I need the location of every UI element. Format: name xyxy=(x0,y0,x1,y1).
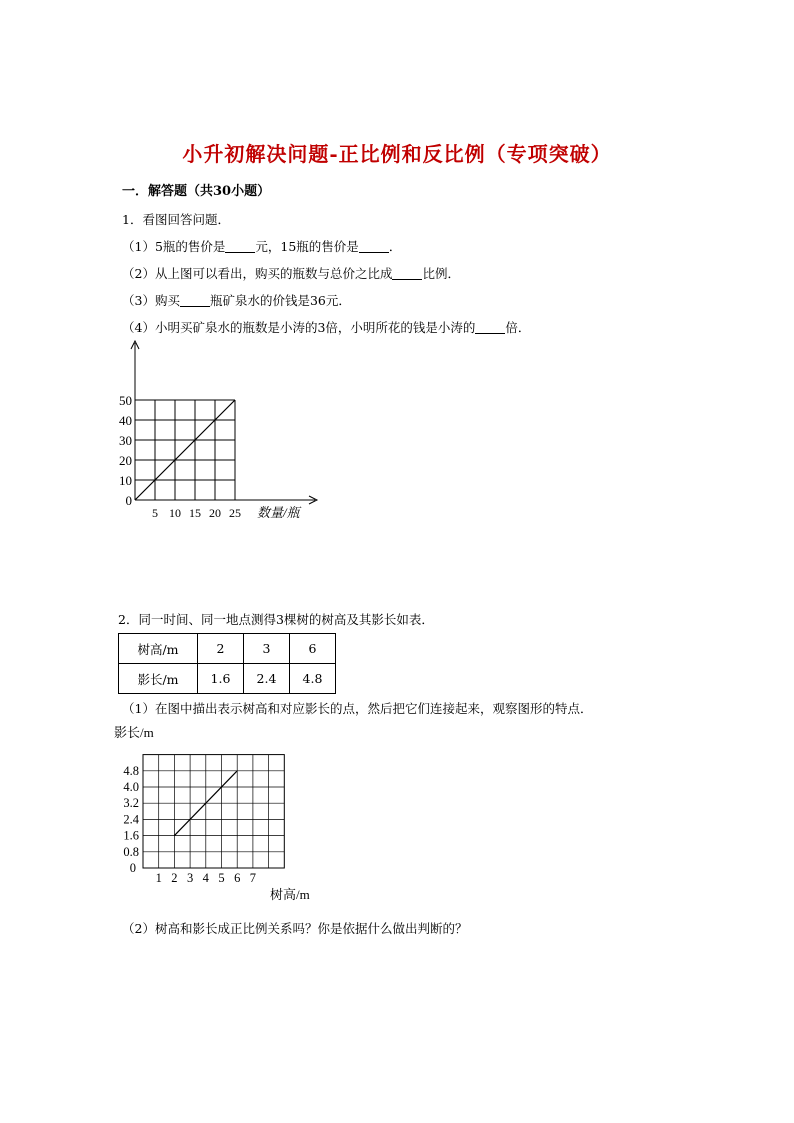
page-title: 小升初解决问题-正比例和反比例（专项突破） xyxy=(182,142,612,166)
q1-part3 xyxy=(122,291,351,309)
x-tick-label: 7 xyxy=(249,871,257,885)
x-tick-label: 15 xyxy=(189,506,201,520)
q1-part1-text-c: ． xyxy=(388,239,402,254)
answer-blank[interactable] xyxy=(392,267,422,280)
x-tick-label: 5 xyxy=(218,871,225,885)
x-tick-label: 6 xyxy=(234,871,241,885)
answer-blank[interactable] xyxy=(225,240,255,253)
table-cell: 1.6 xyxy=(198,664,244,694)
q1-part2 xyxy=(122,264,460,282)
q1-part2-text-b: 比例． xyxy=(422,266,460,281)
plot-frame xyxy=(143,755,284,868)
q2-part1: （1）在图中描出表示树高和对应影长的点，然后把它们连接起来，观察图形的特点． xyxy=(122,701,593,716)
section-heading: 一．解答题（共30小题） xyxy=(122,184,271,199)
q2-stem: 2．同一时间、同一地点测得3棵树的树高及其影长如表． xyxy=(118,612,434,627)
answer-blank[interactable] xyxy=(359,240,389,253)
y-axis-label: 影长/m xyxy=(114,725,154,740)
y-tick-label: 0.8 xyxy=(123,844,139,859)
x-tick-label: 4 xyxy=(202,871,209,885)
y-tick-label: 0 xyxy=(125,493,132,508)
table-row-header: 树高/m xyxy=(119,634,198,664)
x-axis-label: 树高/m xyxy=(270,887,310,902)
table-cell: 4.8 xyxy=(290,664,336,694)
table-row xyxy=(119,664,336,694)
q1-part3-text-b: 瓶矿泉水的价钱是36元． xyxy=(209,293,351,308)
table-cell: 2.4 xyxy=(244,664,290,694)
y-tick-label: 20 xyxy=(119,453,132,468)
q1-part1 xyxy=(122,237,401,255)
chart-bottles-price xyxy=(110,335,330,525)
q1-part4-text-b: 倍． xyxy=(505,320,531,335)
y-tick-label: 50 xyxy=(119,393,132,408)
q1-part1-text-a: （1）5瓶的售价是 xyxy=(122,239,226,254)
q1-stem: 1．看图回答问题． xyxy=(122,212,230,227)
answer-blank[interactable] xyxy=(475,321,505,334)
x-axis-label: 数量/瓶 xyxy=(257,505,300,520)
y-tick-label: 3.2 xyxy=(123,796,139,811)
y-tick-label: 4.0 xyxy=(123,780,139,794)
tree-shadow-table xyxy=(118,633,336,694)
y-tick-label: 4.8 xyxy=(123,763,139,778)
y-tick-label: 30 xyxy=(119,433,132,448)
x-tick-label: 20 xyxy=(209,506,221,520)
y-tick-label: 40 xyxy=(119,413,132,428)
chart-tree-shadow xyxy=(110,718,340,908)
q1-part4-text-a: （4）小明买矿泉水的瓶数是小涛的3倍，小明所花的钱是小涛的 xyxy=(122,320,476,335)
q1-part2-text-a: （2）从上图可以看出，购买的瓶数与总价之比成 xyxy=(122,266,393,281)
q1-part1-text-b: 元，15瓶的售价是 xyxy=(255,239,359,254)
x-tick-label: 1 xyxy=(155,871,162,885)
y-tick-label: 10 xyxy=(119,473,132,488)
x-tick-label: 5 xyxy=(152,506,158,520)
q2-part2: （2）树高和影长成正比例关系吗？你是依据什么做出判断的？ xyxy=(122,921,468,936)
table-row xyxy=(119,634,336,664)
y-tick-label: 1.6 xyxy=(123,828,139,843)
y-tick-label: 0 xyxy=(129,861,136,875)
y-tick-label: 2.4 xyxy=(123,812,139,827)
q1-part4 xyxy=(122,318,530,336)
table-cell: 3 xyxy=(244,634,290,664)
table-row-header: 影长/m xyxy=(119,664,198,694)
x-tick-label: 10 xyxy=(169,506,181,520)
x-tick-label: 3 xyxy=(186,871,194,885)
series-line xyxy=(135,400,235,500)
table-cell: 2 xyxy=(198,634,244,664)
table-cell: 6 xyxy=(290,634,336,664)
x-tick-label: 2 xyxy=(171,871,178,885)
x-tick-label: 25 xyxy=(229,506,241,520)
answer-blank[interactable] xyxy=(180,294,210,307)
q1-part3-text-a: （3）购买 xyxy=(122,293,180,308)
